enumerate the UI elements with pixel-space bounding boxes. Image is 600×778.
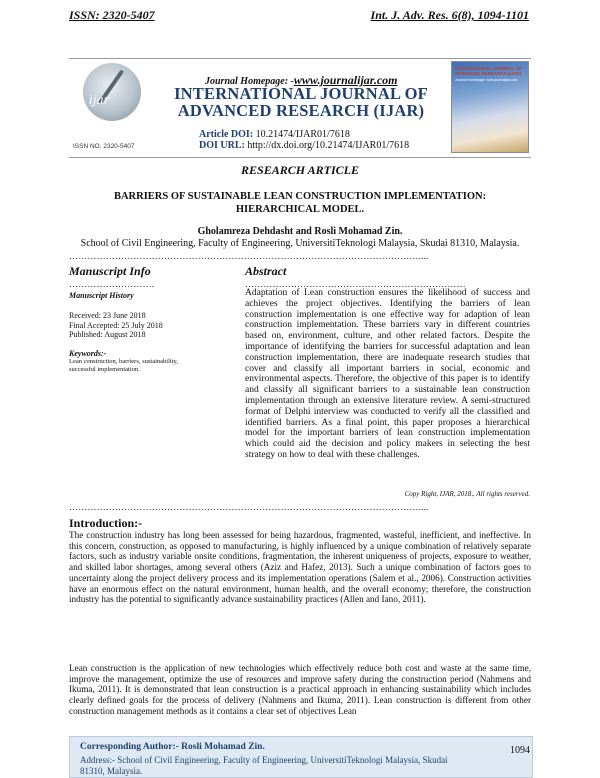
page-number: 1094 <box>510 745 530 756</box>
keywords: Lean construction, barriers, sustainability, successful implementation. <box>69 358 178 373</box>
journal-logo <box>69 61 157 153</box>
homepage-label: Journal Homepage: - <box>205 76 294 87</box>
logo-emblem-icon <box>83 63 141 121</box>
doi-url-label: DOI URL: <box>199 140 245 151</box>
corresponding-author: Corresponding Author:- Rosli Mohamad Zin. <box>80 742 265 752</box>
intro-paragraph-1: The construction industry has long been assessed for being hazardous, fragmented, wasteful, inefficient, and ineffective. In this concern, construction, as opposed to manufacturing, is highly influenced by a unique combination of relatively separate factors, such as industry variable onsite conditions, fragmentation, the inherent uniqueness of projects, exposure to weather, and skilled labor shortages, among several others (Aziz and Hafez, 2013). Such a unique combination of factors goes to uncertainty along the project delivery process and its implementation operations (Salem et al., 2006). Construction activities have an enormous effect on the natural environment, human health, and the overall economy; therefore, the construction industry has the potential to significantly advance sustainability practices (Allen and Iano, 2011). <box>69 530 531 605</box>
intro-paragraph-2: Lean construction is the application of new technologies which effectively reduce both cost and waste at the same time, improve the management, optimize the use of resources and improve safety during the construction period (Nahmens and Ikuma, 2011). It is demonstrated that lean construction is a practical approach in enhancing sustainability which includes clearly defined goals for the process of delivery (Nahmens and Ikuma, 2011). Lean construction is different from other construction management methods as it contains a clear set of objectives Lean <box>69 663 531 716</box>
cover-subtitle: Journal Homepage: www.journalijar.com <box>455 78 518 82</box>
author-address: Address:- School of Civil Engineering, Faculty of Engineering, UniversitiTeknologi Malaysia, Skudai 81310, Malaysia. <box>80 755 448 776</box>
header-separator: …………………………………………………………………………………………………….... <box>69 251 429 261</box>
cover-title: INTERNATIONAL JOURNAL OF ADVANCED RESEARCH (IJAR) <box>455 66 522 76</box>
manuscript-info-heading: Manuscript Info <box>69 264 151 278</box>
article-doi-label: Article DOI: <box>199 129 254 140</box>
published-date: Published: August 2018 <box>69 330 146 339</box>
manuscript-dots: ………………………. <box>69 279 155 289</box>
manuscript-dates <box>69 311 163 340</box>
logo-issn: ISSN NO. 2320-5407 <box>73 143 135 150</box>
issn-header: ISSN: 2320-5407 <box>69 8 155 22</box>
journal-name: INTERNATIONAL JOURNAL OF ADVANCED RESEARCH (IJAR) <box>174 84 428 120</box>
section-separator: …………………………………………………………………………………………………….... <box>69 502 429 512</box>
journal-cover-image <box>451 61 529 153</box>
copyright: Copy Right, IJAR, 2018,. All rights reserved. <box>404 490 530 498</box>
abstract-dots: ……………………………………………………………… <box>245 279 466 289</box>
article-doi[interactable]: 10.21474/IJAR01/7618 <box>255 129 350 140</box>
article-title: BARRIERS OF SUSTAINABLE LEAN CONSTRUCTION IMPLEMENTATION: HIERARCHICAL MODEL. <box>113 191 487 215</box>
abstract-heading: Abstract <box>245 264 287 278</box>
received-date: Received: 23 June 2018 <box>69 311 146 320</box>
logo-text: ijar <box>89 93 110 107</box>
journal-reference-header: Int. J. Adv. Res. 6(8), 1094-1101 <box>370 8 529 22</box>
homepage-link[interactable]: www.journalijar.com <box>293 73 398 87</box>
manuscript-history-heading: Manuscript History <box>69 291 134 300</box>
corresponding-author-box <box>69 736 533 778</box>
keywords-heading: Keywords:- <box>69 349 107 358</box>
affiliation: School of Civil Engineering, Faculty of Engineering, UniversitiTeknologi Malaysia, Skudai 81310, Malaysia. <box>80 238 520 249</box>
abstract-text: Adaptation of Lean construction ensures the likelihood of success and achieves the project objectives. Identifying the barriers of lean construction implementation is one effective way for adaption of lean construction implementation. These barriers vary in different countries based on, environment, culture, and other related factors. Despite the importance of identifying the barriers for successful adaptation and lean construction implementation, there are inadequate research studies that cover and classify all important barriers in social, economic and environmental aspects. Therefore, the objective of this paper is to identify and classify all significant barriers to a sustainable lean construction implementation through an extensive literature review. A semi-structured format of Delphi interview was conducted to verify all the classified and identified barriers. As a final point, this paper proposes a hierarchical model for the important barriers of lean construction implementation which could aid the decision and policy makers in selecting the best strategy on how to deal with these challenges. <box>245 288 530 460</box>
journal-banner <box>69 58 531 158</box>
doi-url[interactable]: http://dx.doi.org/10.21474/IJAR01/7618 <box>247 140 410 151</box>
doi-block <box>199 129 409 151</box>
accepted-date: Final Accepted: 25 July 2018 <box>69 320 163 330</box>
introduction-heading: Introduction:- <box>69 516 143 530</box>
article-type: RESEARCH ARTICLE <box>241 163 359 177</box>
authors: Gholamreza Dehdasht and Rosli Mohamad Zin. <box>197 226 403 237</box>
